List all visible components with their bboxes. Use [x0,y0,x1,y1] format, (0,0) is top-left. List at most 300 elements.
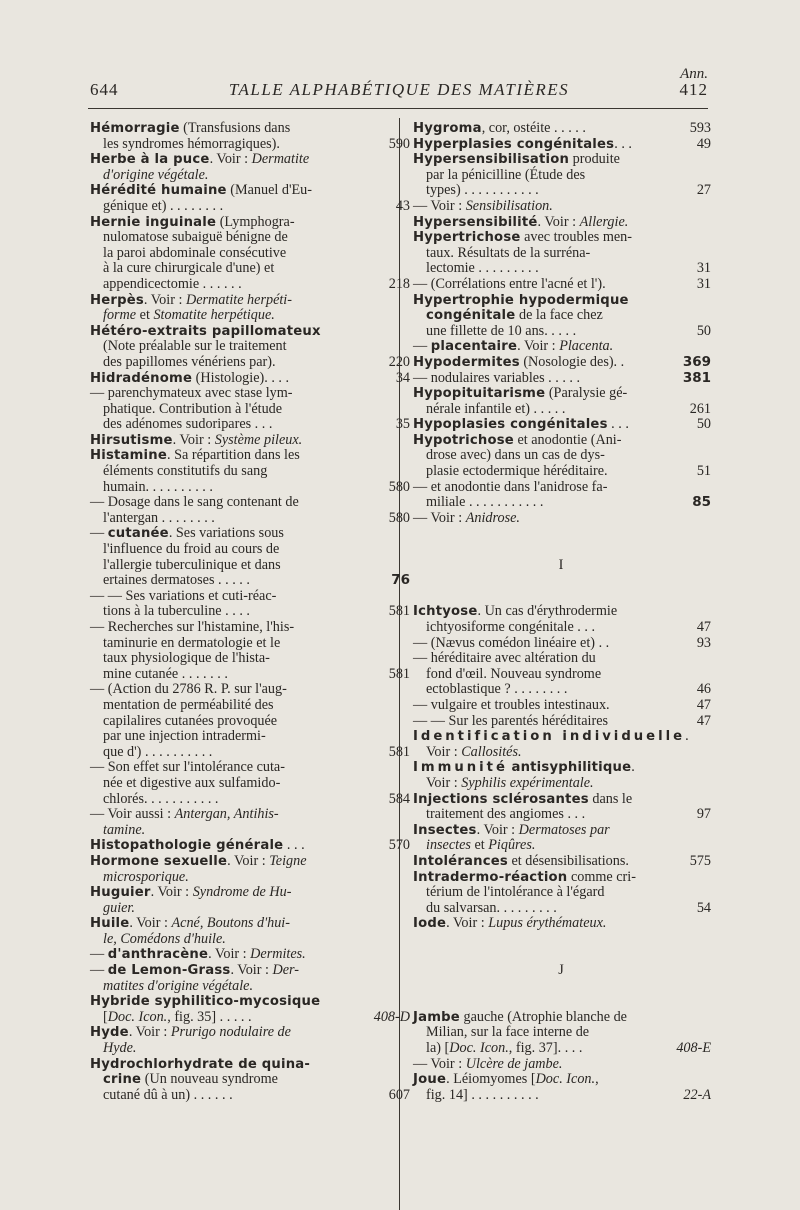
entry-text: Hirsutisme. Voir : Système pileux. [90,431,303,448]
entry-text: types) . . . . . . . . . . . [426,182,539,199]
entry-line [90,665,410,683]
entry-text: une fillette de 10 ans. . . . . [426,322,577,339]
index-entry [413,433,709,527]
entry-text: Hyperplasies congénitales. . . [413,135,632,152]
index-entry [413,386,709,417]
entry-text: [Doc. Icon., fig. 35] . . . . . [103,1008,252,1025]
entry-text: Milian, sur la face interne de [426,1024,590,1041]
entry-line [90,698,376,714]
entry-line [90,308,376,324]
entry-line [413,324,709,340]
entry-line [90,416,410,433]
entry-text: — (Corrélations entre l'acné et l'). [413,275,606,292]
index-entry [90,916,376,994]
index-entry [90,1056,410,1104]
entry-line [90,275,410,293]
entry-line [413,495,709,511]
entry-line [413,714,709,730]
entry-line [413,823,709,839]
entry-line [413,402,709,418]
entry-line [413,152,709,168]
entry-text: des papillomes vénériens par). [103,353,276,370]
page-reference: 97 [696,806,711,823]
entry-line [90,682,376,698]
entry-line [413,293,709,309]
entry-line [413,261,709,277]
page-reference: 570 [388,837,410,854]
entry-line [90,651,376,667]
entry-line [90,168,376,184]
entry-line [90,464,376,480]
entry-text: Histopathologie générale . . . [90,837,305,854]
entry-text: humain. . . . . . . . . . [103,478,213,495]
entry-line [413,277,709,293]
entry-line [90,246,376,262]
index-entry [90,854,376,885]
page-reference: 50 [696,322,711,339]
entry-line [90,1072,376,1088]
index-entry [90,433,376,449]
entry-line [90,916,376,932]
entry-line [90,620,376,636]
entry-text: du salvarsan. . . . . . . . . [426,899,557,916]
entry-line [90,589,376,605]
entry-line [90,837,410,854]
entry-line [413,870,709,886]
index-entry [90,369,410,433]
index-entry [90,1025,376,1056]
entry-text: — parenchymateux avec stase lym- [90,385,293,402]
spacer [413,979,709,995]
entry-text: Histamine. Sa répartition dans les [90,447,300,464]
page-reference: 34 [395,369,410,386]
index-entry [413,215,709,231]
spacer [413,526,709,542]
spacer [413,542,709,558]
entry-line [90,183,376,199]
entry-text: Intradermo-réaction comme cri- [413,868,636,885]
entry-text: Huile. Voir : Acné, Boutons d'hui- [90,915,290,932]
page-reference: 581 [388,743,410,760]
page-reference: 580 [388,509,410,526]
page-reference: 31 [696,275,711,292]
index-entry [90,885,376,916]
entry-line [413,901,709,917]
entry-text: Hormone sexuelle. Voir : Teigne [90,852,307,869]
entry-line [90,790,410,808]
page-reference: 27 [696,182,711,199]
entry-line [413,215,709,231]
entry-text: — Voir : Sensibilisation. [413,197,553,214]
entry-line [413,199,709,215]
entry-text: génique et) . . . . . . . . [103,197,224,214]
entry-line [413,230,709,246]
index-entry [413,355,709,386]
entry-text: — de Lemon-Grass. Voir : Der- [90,962,300,979]
entry-line [413,480,709,496]
entry-text: éléments constitutifs du sang [103,463,268,480]
entry-text: crine (Un nouveau syndrome [103,1071,278,1088]
entry-line [90,1025,376,1041]
entry-line [90,823,376,839]
index-entry [413,121,709,137]
page-reference: 54 [696,899,711,916]
entry-text: — — Sur les parentés héréditaires [413,712,609,729]
entry-line [413,371,709,387]
entry-line [413,854,709,870]
entry-line [413,760,709,776]
entry-line [90,994,376,1010]
page-reference: 22-A [683,1086,711,1103]
entry-text: capilalires cutanées provoquée [103,712,278,729]
index-entry [413,916,709,932]
entry-text: Herbe à la puce. Voir : Dermatite [90,151,310,168]
annotation-right: 412 [679,80,708,99]
entry-line [413,355,709,371]
entry-text: Hypertrichose avec troubles men- [413,229,632,246]
page-reference: 47 [696,619,711,635]
entry-line [413,168,709,184]
entry-line [90,1057,376,1073]
entry-text: Jambe gauche (Atrophie blanche de [413,1008,627,1025]
entry-line [90,1086,410,1104]
entry-text: — Voir aussi : Antergan, Antihis- [90,806,279,823]
entry-line [413,183,709,199]
entry-line [413,729,709,745]
page-reference: 593 [689,120,711,136]
entry-text: des adénomes sudoripares . . . [103,416,273,433]
entry-text: mine cutanée . . . . . . . [103,665,228,682]
spacer [413,573,709,589]
entry-line [413,636,709,652]
page-reference: 584 [388,790,410,807]
entry-line [413,745,709,761]
entry-line [90,947,376,963]
entry-text: taux. Résultats de la surréna- [426,244,591,261]
entry-line [413,433,709,449]
entry-text: chlorés. . . . . . . . . . . [103,790,219,807]
entry-line [90,870,376,886]
entry-line [90,353,410,371]
entry-line [90,558,376,574]
index-entry [90,182,410,214]
index-entry [413,417,709,433]
page-reference: 408-D [373,1008,410,1025]
index-entry [90,323,410,371]
page-reference: 381 [682,369,711,386]
index-entry [413,137,709,153]
entry-line [90,448,376,464]
entry-text: Voir : Syphilis expérimentale. [426,774,594,791]
entry-line [90,495,376,511]
page-reference: 607 [388,1086,410,1103]
entry-line [90,776,376,792]
entry-text: — et anodontie dans l'anidrose fa- [413,478,608,495]
index-entry [413,870,709,917]
page-reference: 581 [388,603,410,620]
entry-text: Hyde. Voir : Prurigo nodulaire de [90,1024,291,1041]
entry-line [413,604,709,620]
entry-text: — vulgaire et troubles intestinaux. [413,696,610,713]
entry-text: Ichtyose. Un cas d'érythrodermie [413,603,618,620]
page-reference: 49 [696,135,711,152]
index-entry [90,994,410,1025]
entry-line [90,197,410,215]
entry-text: le, Comédons d'huile. [103,930,226,947]
entry-text: mentation de perméabilité des [103,696,274,713]
spacer [413,947,709,963]
page-reference: 93 [696,634,711,651]
page-reference: 47 [696,712,711,729]
header-rule [88,108,708,109]
entry-text: que d') . . . . . . . . . . [103,743,213,760]
entry-text: les syndromes hémorragiques). [103,135,280,152]
entry-line [413,792,709,808]
page-reference: 261 [689,400,711,417]
page-reference: 369 [682,353,711,370]
entry-line [90,572,410,589]
entry-line [90,979,376,995]
entry-text: traitement des angiomes . . . [426,806,586,823]
entry-text: fond d'œil. Nouveau syndrome [426,665,602,682]
entry-line [90,729,376,745]
entry-text: Injections sclérosantes dans le [413,790,633,807]
entry-text: Hydrochlorhydrate de quina- [90,1056,311,1072]
entry-text: Hybride syphilitico-mycosique [90,994,321,1010]
entry-line [413,651,709,667]
index-entry [413,152,709,214]
entry-line [90,339,376,355]
entry-text: nulomatose subaiguë bénigne de [103,229,288,246]
entry-line [413,667,709,683]
entry-line [413,339,709,355]
entry-text: — nodulaires variables . . . . . [413,369,581,386]
entry-text: Hétéro-extraits papillomateux [90,323,321,339]
entry-line [413,698,709,714]
page-reference: 35 [395,416,410,433]
entry-line [90,433,376,449]
right-column [413,121,709,1103]
page-number: 644 [90,80,119,99]
index-entry [413,604,709,729]
entry-text: — (Action du 2786 R. P. sur l'aug- [90,681,287,698]
entry-text: ertaines dermatoses . . . . . [103,572,250,589]
entry-text: miliale . . . . . . . . . . . [426,494,544,511]
entry-line [90,135,410,153]
entry-text: Hypotrichose et anodontie (Ani- [413,431,622,448]
index-entry [413,792,709,823]
entry-text: (Note préalable sur le traitement [103,338,287,355]
entry-text: née et digestive aux sulfamido- [103,774,281,791]
entry-line [413,511,709,527]
entry-text: taux physiologique de l'hista- [103,650,270,667]
entry-line [90,293,376,309]
section-letter: I [558,556,564,573]
entry-text: Voir : Callosités. [426,743,522,760]
entry-text: tions à la tuberculine . . . . [103,603,250,620]
entry-line [90,885,376,901]
page-reference: 47 [696,696,711,713]
spacer [413,932,709,948]
entry-text: — d'anthracène. Voir : Dermites. [90,946,306,963]
entry-text: lectomie . . . . . . . . . [426,260,539,277]
entry-text: congénitale de la face chez [426,307,603,324]
entry-line [90,324,376,340]
entry-line [413,417,709,433]
page-reference: 43 [395,197,410,214]
entry-line [413,386,709,402]
page-reference: 76 [391,572,410,589]
entry-line [413,916,709,932]
entry-text: guier. [103,899,135,916]
entry-text: Hérédité humaine (Manuel d'Eu- [90,182,312,199]
entry-text: — Recherches sur l'histamine, l'his- [90,619,295,635]
entry-text: l'influence du froid au cours de [103,541,280,558]
entry-line [413,776,709,792]
entry-line [413,137,709,153]
page-header [90,80,708,106]
entry-text: Hémorragie (Transfusions dans [90,120,291,136]
entry-text: insectes et Piqûres. [426,837,536,854]
entry-text: drose avec) dans un cas de dys- [426,447,605,464]
entry-line [90,932,376,948]
page-reference: 408-E [676,1040,711,1057]
entry-text: — — Ses variations et cuti-réac- [90,587,277,604]
entry-text: Hyde. [103,1040,137,1057]
entry-text: — Voir : Anidrose. [413,509,520,526]
entry-text: Hygroma, cor, ostéite . . . . . [413,120,586,136]
entry-line [413,1088,709,1104]
entry-line [90,636,376,652]
entry-text: la) [Doc. Icon., fig. 37]. . . . [426,1040,583,1057]
entry-line [413,838,709,854]
index-entry [413,854,709,870]
entry-text: Hidradénome (Histologie). . . . [90,369,290,386]
entry-text: Joue. Léiomyomes [Doc. Icon., [413,1071,599,1088]
entry-line [90,121,376,137]
entry-text: Hypersensibilité. Voir : Allergie. [413,213,629,230]
entry-text: fig. 14] . . . . . . . . . . [426,1086,539,1103]
index-entry [413,293,709,355]
entry-line [413,807,709,823]
entry-text: appendicectomie . . . . . . [103,275,242,292]
entry-text: d'origine végétale. [103,166,209,183]
page-reference: 581 [388,665,410,682]
entry-line [413,885,709,901]
entry-text: Iode. Voir : Lupus érythémateux. [413,915,607,932]
entry-line [90,152,376,168]
entry-text: phatique. Contribution à l'étude [103,400,283,417]
entry-line [90,261,376,277]
entry-line [90,603,410,620]
index-entry [413,823,709,854]
entry-text: l'allergie tuberculinique et dans [103,556,281,573]
entry-text: Immunité antisyphilitique. [413,759,635,776]
page-reference: 50 [696,416,711,433]
index-entry [90,447,410,838]
entry-line [413,1072,709,1088]
entry-text: Hypoplasies congénitales . . . [413,416,629,433]
entry-text: par une injection intradermi- [103,728,266,745]
entry-line [90,369,410,387]
entry-line [90,542,376,558]
entry-line [90,901,376,917]
index-entry [413,1010,709,1072]
entry-text: — placentaire. Voir : Placenta. [413,338,614,355]
entry-line [413,1057,709,1073]
page-reference: 31 [696,260,711,277]
section-letter: J [558,962,564,979]
index-entry [90,120,410,152]
entry-text: Insectes. Voir : Dermatoses par [413,821,610,838]
page-reference: 46 [696,681,711,698]
index-entry [413,729,709,760]
entry-text: Herpès. Voir : Dermatite herpéti- [90,291,292,308]
entry-line [413,246,709,262]
entry-line [413,464,709,480]
index-entry [90,293,376,324]
entry-text: forme et Stomatite herpétique. [103,307,275,324]
left-column [90,120,410,1103]
entry-line [413,308,709,324]
entry-line [90,402,376,418]
entry-text: Hypersensibilisation produite [413,151,620,168]
index-entry [413,760,709,791]
entry-text: ectoblastique ? . . . . . . . . [426,681,568,698]
index-entry [90,837,410,854]
entry-line [90,526,376,542]
entry-text: cutané dû à un) . . . . . . [103,1086,233,1103]
entry-text: Hypodermites (Nosologie des). . [413,353,625,370]
entry-text: térium de l'intolérance à l'égard [426,884,605,901]
entry-line [413,121,709,137]
page-reference: 220 [388,353,410,370]
entry-text: — cutanée. Ses variations sous [90,525,284,542]
entry-line [90,963,376,979]
entry-text: — (Nævus comédon linéaire et) . . [413,634,610,651]
entry-text: tamine. [103,821,146,838]
page-reference: 51 [696,463,711,480]
entry-line [413,1025,709,1041]
entry-text: — Dosage dans le sang contenant de [90,494,299,511]
entry-text: Hypopituitarisme (Paralysie gé- [413,385,628,402]
entry-line [90,1041,376,1057]
entry-line [90,807,376,823]
page-reference: 575 [689,852,711,869]
index-entry [413,230,709,292]
spacer [413,589,709,605]
entry-text: l'antergan . . . . . . . . [103,509,215,526]
entry-text: microsporique. [103,868,189,885]
index-entry [90,213,410,293]
entry-text: taminurie en dermatologie et le [103,634,281,651]
entry-line [90,509,410,527]
entry-text: la paroi abdominale consécutive [103,244,287,261]
entry-line [90,760,376,776]
entry-text: Intolérances et désensibilisations. [413,852,629,869]
page-reference: 85 [692,494,711,511]
entry-text: plasie ectodermique héréditaire. [426,463,608,480]
page-title: TALLE ALPHABÉTIQUE DES MATIÈRES [228,80,570,99]
entry-line [90,854,376,870]
page-reference: 218 [388,275,410,292]
entry-line [90,743,410,761]
annotation-top: Ann. [680,66,708,82]
page-reference: 590 [388,135,410,152]
entry-line [413,1010,709,1026]
entry-text: — Voir : Ulcère de jambe. [413,1055,563,1072]
entry-line [413,620,709,636]
